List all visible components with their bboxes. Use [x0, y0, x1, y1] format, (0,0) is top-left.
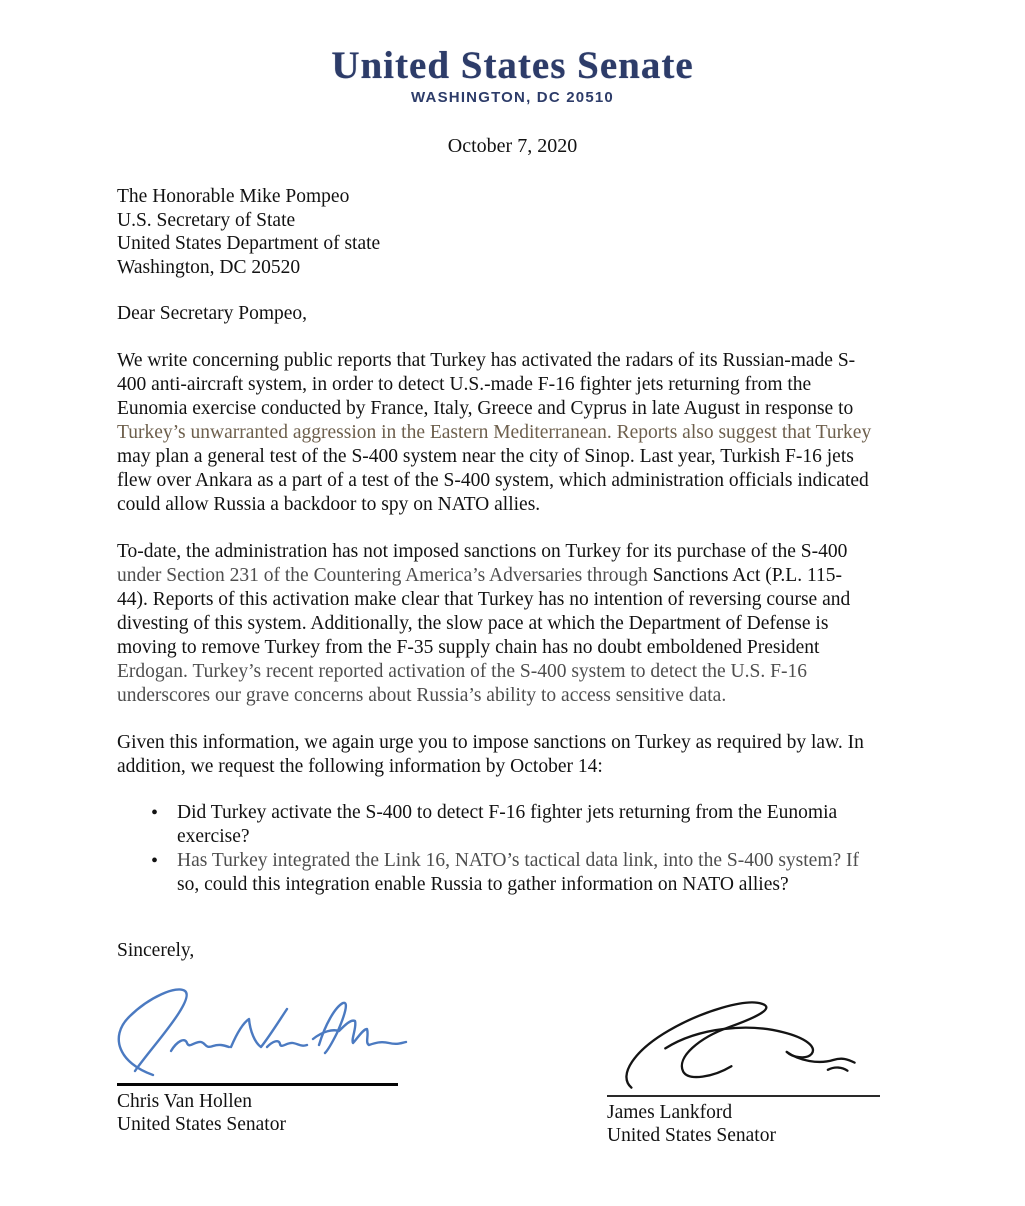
text-line: We write concerning public reports that Turkey has activated the radars of its Russian-made S- — [117, 350, 856, 371]
text-line: Turkey’s unwarranted aggression in the Eastern Mediterranean. Reports also suggest that Turkey — [117, 422, 872, 443]
text-line: Erdogan. Turkey’s recent reported activation of the S-400 system to detect the U.S. F-16 — [117, 661, 807, 682]
paragraph-3 — [117, 731, 932, 779]
salutation: Dear Secretary Pompeo, — [117, 303, 308, 324]
text-line: Eunomia exercise conducted by France, Italy, Greece and Cyprus in late August in response to — [117, 398, 854, 419]
text-line: • Has Turkey integrated the Link 16, NATO’s tactical data link, into the S-400 system? If — [177, 850, 860, 871]
bullet-item-1 — [150, 801, 940, 849]
paragraph-2 — [117, 540, 932, 708]
text-line: Washington, DC 20520 — [117, 256, 301, 278]
text-line: moving to remove Turkey from the F-35 supply chain has no doubt emboldened President — [117, 637, 820, 658]
signature-block — [117, 977, 1025, 1148]
text-line: 44). Reports of this activation make clear that Turkey has no intention of reversing course and — [117, 589, 851, 610]
signature-chris-van-hollen — [109, 981, 409, 1081]
letterhead-title: United States Senate — [331, 44, 694, 87]
question-list — [150, 801, 940, 897]
text-line: U.S. Secretary of State — [117, 209, 296, 231]
text-line: so, could this integration enable Russia to gather information on NATO allies? — [177, 874, 789, 895]
letterhead-subtitle: WASHINGTON, DC 20510 — [411, 89, 614, 106]
text-line: United States Department of state — [117, 233, 381, 254]
text-segment: Sanctions Act (P.L. 115- — [652, 565, 842, 586]
signature-james-lankford — [603, 993, 883, 1093]
text-line — [117, 564, 932, 588]
text-line: divesting of this system. Additionally, the slow pace at which the Department of Defense is — [117, 613, 829, 634]
letter-date: October 7, 2020 — [447, 135, 578, 157]
text-line: flew over Ankara as a part of a test of the S-400 system, which administration officials indicated — [117, 470, 869, 491]
text-line: 400 anti-aircraft system, in order to detect U.S.-made F-16 fighter jets returning from the — [117, 374, 812, 395]
text-line: could allow Russia a backdoor to spy on NATO allies. — [117, 494, 541, 515]
signature-column-van-hollen — [117, 977, 607, 1137]
text-line: addition, we request the following information by October 14: — [117, 756, 603, 777]
text-line: may plan a general test of the S-400 system near the city of Sinop. Last year, Turkish F-16 jets — [117, 446, 854, 467]
text-line: exercise? — [177, 826, 250, 847]
signature-line-right — [607, 1095, 880, 1097]
text-line: Given this information, we again urge you to impose sanctions on Turkey as required by law. In — [117, 732, 864, 753]
signature-line-left — [117, 1083, 398, 1086]
text-line: To-date, the administration has not imposed sanctions on Turkey for its purchase of the S-400 — [117, 541, 848, 562]
closing: Sincerely, — [117, 940, 195, 961]
bullet-item-2 — [150, 849, 940, 897]
signer-name-left: Chris Van Hollen — [117, 1091, 253, 1112]
signer-name-right: James Lankford — [607, 1102, 733, 1123]
signer-title-left: United States Senator — [117, 1114, 286, 1135]
recipient-address — [117, 185, 932, 279]
text-line: underscores our grave concerns about Russia’s ability to access sensitive data. — [117, 685, 727, 706]
paragraph-1 — [117, 349, 932, 517]
signer-title-right: United States Senator — [607, 1125, 776, 1146]
letterhead — [0, 0, 1025, 106]
text-line: The Honorable Mike Pompeo — [117, 186, 350, 207]
signature-column-lankford — [607, 977, 907, 1148]
text-segment: under Section 231 of the Countering America’s Adversaries through — [117, 565, 653, 586]
text-line: • Did Turkey activate the S-400 to detect F-16 fighter jets returning from the Eunomia — [177, 802, 838, 823]
